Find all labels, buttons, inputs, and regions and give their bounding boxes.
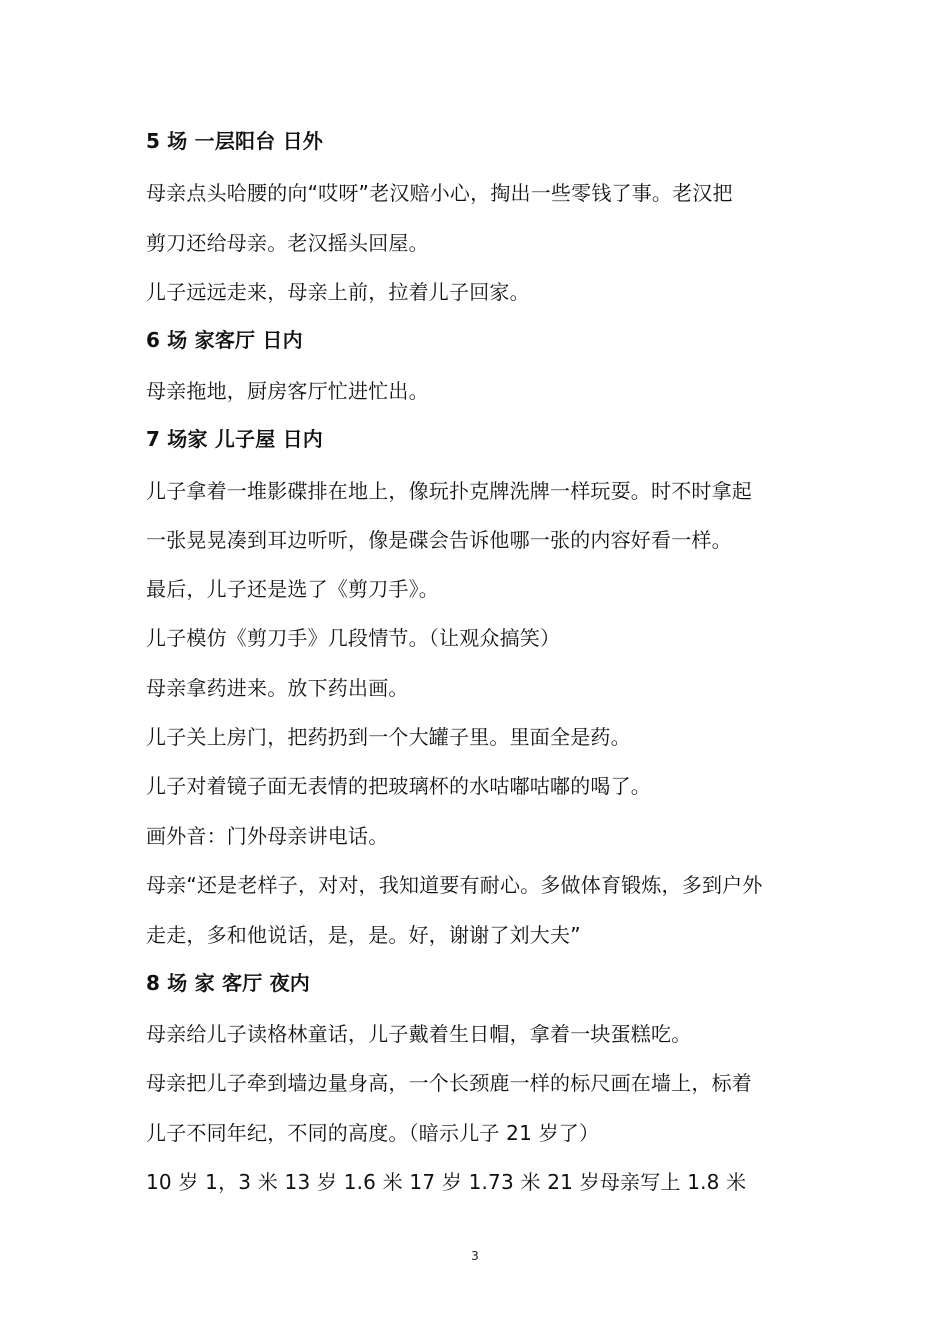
script-line: 儿子模仿《剪刀手》几段情节。（让观众搞笑） [146, 626, 561, 650]
script-line: 母亲点头哈腰的向“哎呀”老汉赔小心，掏出一些零钱了事。老汉把 [146, 181, 733, 205]
script-line: 母亲拿药进来。放下药出画。 [146, 676, 409, 700]
script-line: 母亲“还是老样子，对对，我知道要有耐心。多做体育锻炼，多到户外 [146, 873, 763, 897]
script-line: 走走，多和他说话，是，是。好，谢谢了刘大夫” [146, 923, 581, 947]
script-line: 母亲把儿子牵到墙边量身高，一个长颈鹿一样的标尺画在墙上，标着 [146, 1071, 752, 1095]
scene-heading-8: 8 场 家 客厅 夜内 [146, 971, 310, 995]
scene-heading-5: 5 场 一层阳台 日外 [146, 129, 324, 153]
script-line: 画外音：门外母亲讲电话。 [146, 824, 389, 848]
script-line: 母亲给儿子读格林童话，儿子戴着生日帽，拿着一块蛋糕吃。 [146, 1022, 692, 1046]
script-line: 一张晃晃凑到耳边听听，像是碟会告诉他哪一张的内容好看一样。 [146, 528, 732, 552]
scene-heading-6: 6 场 家客厅 日内 [146, 328, 303, 352]
page-number: 3 [471, 1249, 479, 1263]
script-line: 10 岁 1，3 米 13 岁 1.6 米 17 岁 1.73 米 21 岁母亲写上 1.8 米 [146, 1170, 747, 1194]
script-line: 儿子不同年纪，不同的高度。（暗示儿子 21 岁了） [146, 1121, 600, 1145]
script-line: 儿子远远走来，母亲上前，拉着儿子回家。 [146, 280, 530, 304]
scene-heading-7: 7 场家 儿子屋 日内 [146, 427, 324, 451]
script-line: 儿子关上房门，把药扔到一个大罐子里。里面全是药。 [146, 725, 631, 749]
script-line: 儿子拿着一堆影碟排在地上，像玩扑克牌洗牌一样玩耍。时不时拿起 [146, 479, 752, 503]
script-line: 剪刀还给母亲。老汉摇头回屋。 [146, 231, 429, 255]
script-line: 儿子对着镜子面无表情的把玻璃杯的水咕嘟咕嘟的喝了。 [146, 774, 651, 798]
script-line: 母亲拖地，厨房客厅忙进忙出。 [146, 379, 429, 403]
script-line: 最后，儿子还是选了《剪刀手》。 [146, 577, 439, 601]
